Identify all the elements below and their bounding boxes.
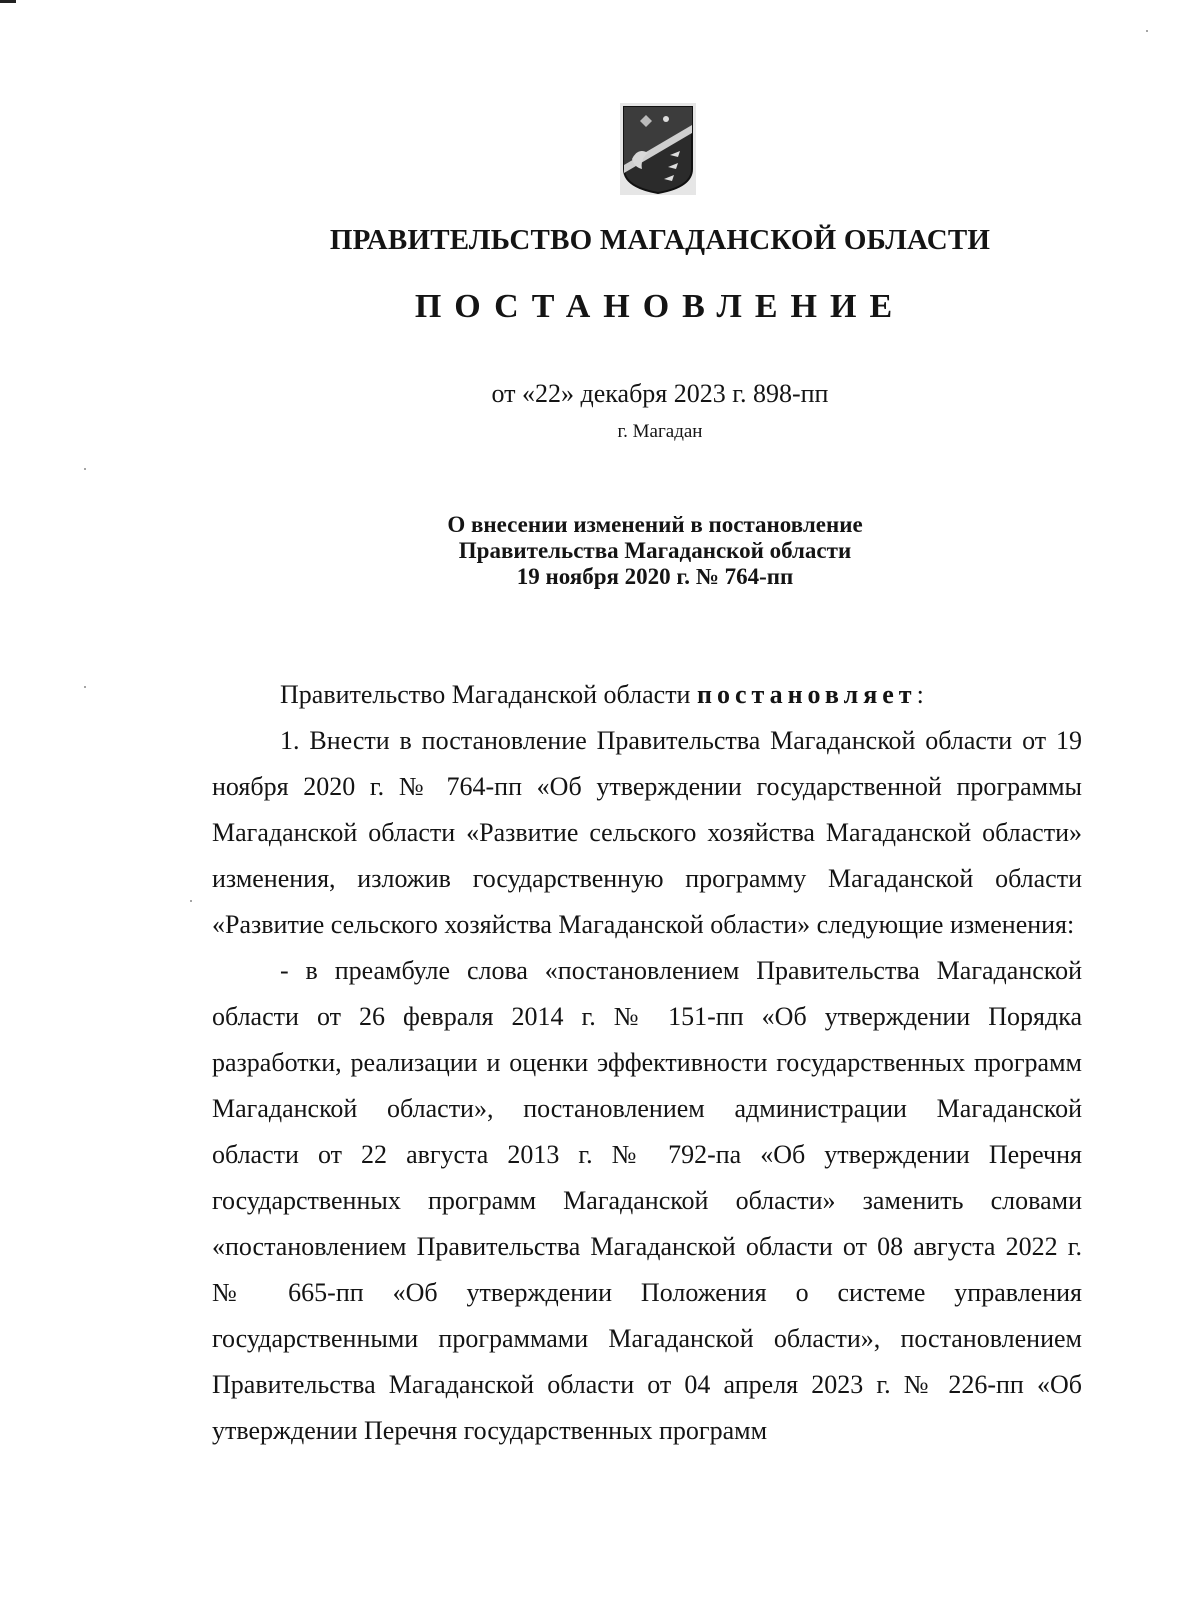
scan-edge-mark	[0, 0, 16, 3]
item-1-paragraph: 1. Внести в постановление Правительства Магаданской области от 19 ноября 2020 г. № 764-пп «Об утверждении государственной программы Магаданской области «Развитие сельского хозяйства Магаданской области» изменения, изложив государственную программу Магаданской области «Развитие сельского хозяйства Магаданской области» следующие изменения:	[212, 726, 1082, 939]
title-line: 19 ноября 2020 г. № 764-пп	[516, 564, 794, 589]
item-2-paragraph: - в преамбуле слова «постановлением Правительства Магаданской области от 26 февраля 2014 г. № 151-пп «Об утверждении Порядка разработки, реализации и оценки эффективности государственных программ Магаданской области», постановлением администрации Магаданской области от 22 августа 2013 г. № 792-па «Об утверждении Перечня государственных программ Магаданской области» заменить словами «постановлением Правительства Магаданской области от 08 августа 2022 г. № 665-пп «Об утверждении Положения о системе управления государственными программами Магаданской области», постановлением Правительства Магаданской области от 04 апреля 2023 г. № 226-пп «Об утверждении Перечня государственных программ	[212, 956, 1082, 1445]
document-date-number: от «22» декабря 2023 г. 898-пп	[491, 379, 829, 408]
scan-speck	[190, 900, 192, 902]
decree-intro: Правительство Магаданской области	[280, 680, 691, 709]
document-body	[212, 672, 1082, 1454]
title-line: Правительства Магаданской области	[458, 538, 852, 563]
document-title	[0, 512, 1200, 590]
organization-name: ПРАВИТЕЛЬСТВО МАГАДАНСКОЙ ОБЛАСТИ	[329, 224, 991, 256]
title-line: О внесении изменений в постановление	[447, 512, 863, 537]
decree-verb: постановляет	[696, 680, 917, 709]
document-type: ПОСТАНОВЛЕНИЕ	[414, 288, 906, 325]
document-place: г. Магадан	[617, 421, 703, 442]
scan-speck	[1146, 30, 1148, 32]
scan-speck	[84, 686, 86, 688]
coat-of-arms-emblem	[620, 103, 696, 195]
decree-colon: :	[916, 680, 924, 709]
scan-speck	[84, 468, 86, 470]
decree-paragraph	[212, 672, 1082, 718]
